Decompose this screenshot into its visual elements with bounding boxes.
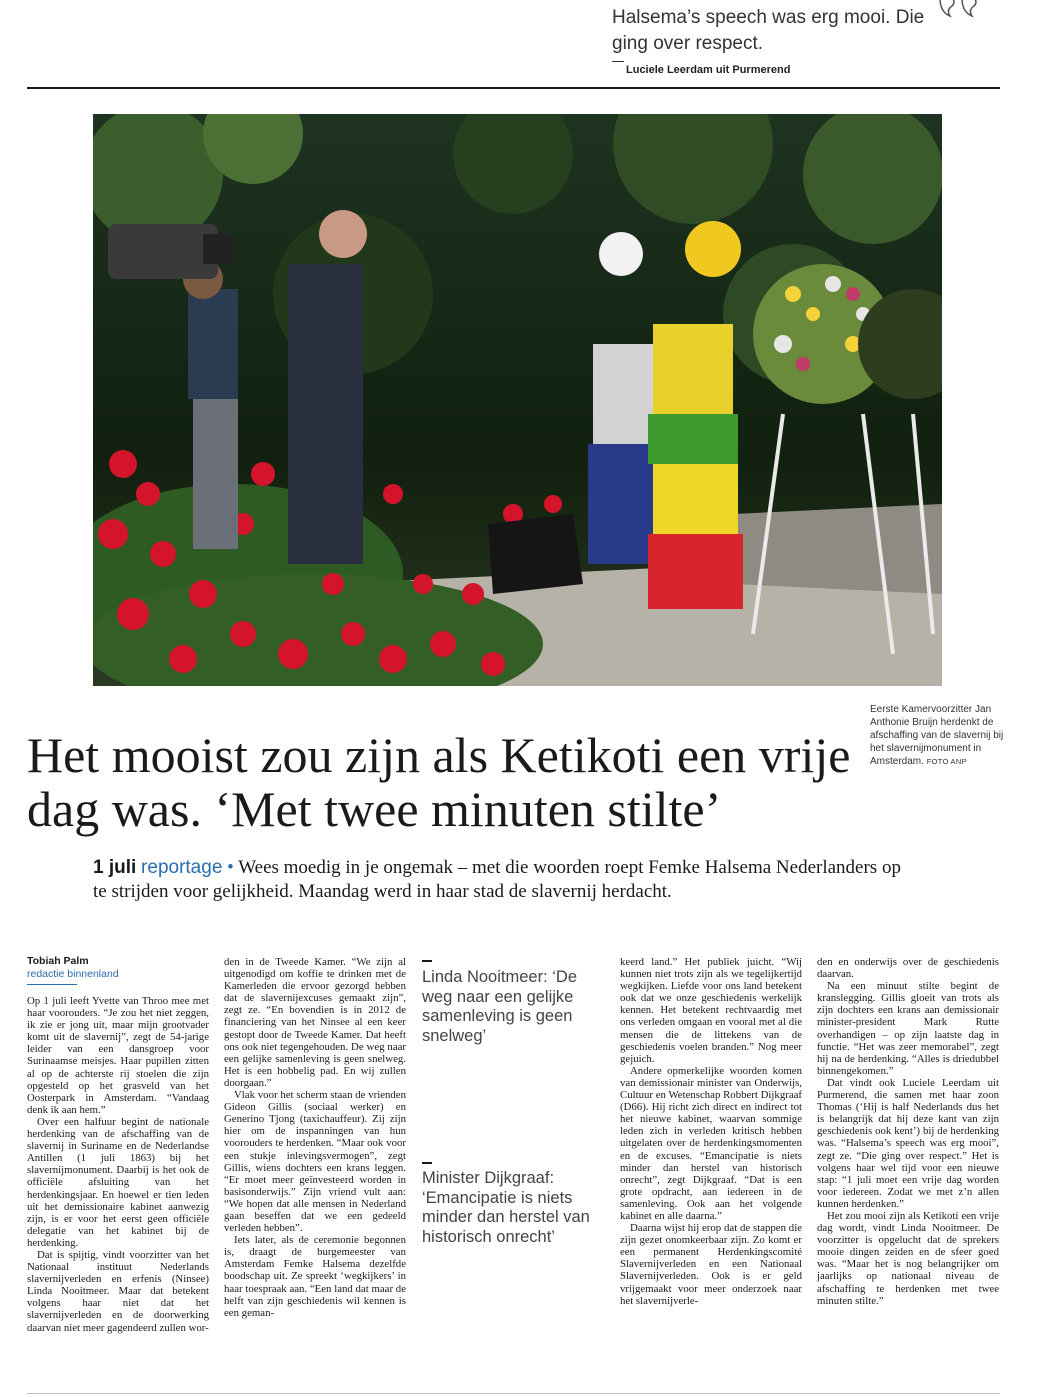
paragraph: keerd land.” Het publiek juicht. “Wij kunnen niet trots zijn als we tegelijkertijd wegkijken. Liefde voor ons land betekent ook dat we onze geschiedenis werkelijk kennen. Het betekent rechtvaardig met ons verleden omgaan en vooral met al die mensen die de littekens van de geschiedenis voelen branden.” Nog meer gejuich. bbox=[620, 956, 802, 1065]
top-pull-quote: Halsema’s speech was erg mooi. Die ging over respect. bbox=[612, 7, 925, 54]
article-column-5 bbox=[817, 956, 999, 1307]
paragraph: Over een halfuur begint de nationale herdenking van de afschaffing van de slavernij in Suriname en de Nederlandse Antillen (1 juli 1863) bij het slavernijmonument. Daarbij is het ook de officiële afsluiting van het herdenkingsjaar. En hoewel er tien leden uit het demissionaire kabinet aanwezig zijn, is er voor het eerst geen officiële delegatie van het kabinet bij de herdenking. bbox=[27, 1115, 209, 1249]
byline-author: Tobiah Palm bbox=[27, 955, 89, 967]
photo-caption bbox=[870, 703, 1005, 768]
paragraph: Dat vindt ook Luciele Leerdam uit Purmerend, die samen met haar zoon Thomas (‘Hij is half Nederlands dus het is belangrijk dat hij deze kant van zijn geschiedenis ook kent’) bij de herdenking was. “Halsema’s speech was erg mooi”, zegt ze. “Die ging over respect.” Het is volgens haar wel tijd voor een nieuwe stap: “1 juli moet een vrije dag worden voor iedereen. Zodat we met z’n allen kunnen herdenken.” bbox=[817, 1076, 999, 1210]
intro-lead bbox=[93, 856, 913, 904]
paragraph: den en onderwijs over de geschiedenis daarvan. bbox=[817, 956, 999, 981]
paragraph: den in de Tweede Kamer. “We zijn al uitgenodigd om koffie te drinken met de Kamerleden die ervoor gezorgd hebben dat de slavernijexcuses gemaakt zijn”, zegt ze. “En bovendien is in 2012 de financiering van het Ninsee al een keer gestopt door de Tweede Kamer. Dat heeft ons ook niet tegengehouden. De weg naar een gelijke samenleving is geen snelweg. Het is een hobbelig pad. En wij zullen doorgaan.” bbox=[224, 956, 406, 1089]
byline-desk: redactie binnenland bbox=[27, 968, 119, 980]
paragraph: Daarna wijst hij erop dat de stappen die zijn gezet onomkeerbaar zijn. Zo komt er een permanent Herdenkingscomité Slavernijverleden en een Nationaal Slavernijverleden. Ook is er geld vrijgemaakt voor meer onderzoek naar het slavernijverle- bbox=[620, 1222, 802, 1307]
byline-divider bbox=[27, 984, 77, 985]
intro-date: 1 juli bbox=[93, 857, 137, 878]
caption-text: Eerste Kamervoorzitter Jan Anthonie Bruijn herdenkt de afschaffing van de slavernij bij het slavernijmonument in Amsterdam. bbox=[870, 704, 1004, 767]
photo-wreath-ceremony bbox=[93, 114, 942, 686]
paragraph: Dat is spijtig, vindt voorzitter van het Nationaal instituut Nederlands slavernijverleden en erfenis (Ninsee) Linda Nooitmeer. Maar dat betekent volgens haar niet dat het slavernijverleden en de doorwerking daarvan niet meer gagendeerd zullen wor- bbox=[27, 1248, 209, 1334]
intro-kicker: reportage bbox=[141, 857, 223, 878]
bottom-rule bbox=[27, 1393, 1000, 1394]
headline: Het mooist zou zijn als Ketikoti een vrije dag was. ‘Met twee minuten stilte’ bbox=[27, 727, 851, 837]
pull-quote-rule bbox=[422, 960, 432, 962]
article-column-2 bbox=[224, 956, 406, 1319]
intro-bullet: • bbox=[227, 857, 234, 878]
top-quote-divider bbox=[612, 61, 624, 62]
pull-quote-rule bbox=[422, 1162, 432, 1164]
paragraph: Vlak voor het scherm staan de vrienden Gideon Gillis (sociaal werker) en Generino Tjong (taxichauffeur). Zij zijn hier om de inspanningen van hun voorouders te herdenken. “Maar ook voor een stukje inlevingsvermogen”, zegt Gillis, wiens dochters een krans leggen. “Er moet meer geïnvesteerd worden in basisonderwijs.” Zijn vriend vult aan: “We hopen dat alle mensen in Nederland gaan beseffen dat we een gedeeld verleden hebben”. bbox=[224, 1089, 406, 1235]
article-column-1 bbox=[27, 995, 209, 1334]
paragraph: Iets later, als de ceremonie begonnen is, draagt de burgemeester van Amsterdam Femke Halsema dezelfde boodschap uit. Ze spreekt ‘wegkijkers’ in haar toespraak aan. “Een land dat maar de helft van zijn geschiedenis wil kennen is een geman- bbox=[224, 1234, 406, 1319]
closing-quote-icon bbox=[936, 0, 984, 24]
photo-credit: FOTO ANP bbox=[926, 757, 967, 766]
intro-text: Wees moedig in je ongemak – met die woorden roept Femke Halsema Nederlanders op te strijden voor gelijkheid. Maandag werd in haar stad de slavernij herdacht. bbox=[93, 857, 901, 902]
paragraph: Op 1 juli leeft Yvette van Throo mee met haar voorouders. “Je zou het niet zeggen, ik zie er jong uit, maar mijn grootvader komt uit de slavernij”, zegt de 54-jarige leider van een dansgroep voor Surinaamse meisjes. Haar pupillen zitten al op de achterste rij stoelen die zijn opgesteld op het grasveld van het Oosterpark in Amsterdam. “Vandaag denk ik aan hem.” bbox=[27, 995, 209, 1116]
section-rule bbox=[27, 87, 1000, 89]
article-column-4 bbox=[620, 956, 802, 1307]
pull-quote-1: Linda Nooitmeer: ‘De weg naar een gelijke samenleving is geen snelweg’ bbox=[422, 968, 577, 1045]
paragraph: Na een minuut stilte begint de kranslegging. Gillis gloeit van trots als zijn dochters een krans aan demissionair minister-president Mark Rutte overhandigen – op zijn laatste dag in functie. “Het was zeer memorabel”, zegt hij na de herdenking. “Alles is driedubbel binnengekomen.” bbox=[817, 980, 999, 1077]
pull-quote-2: Minister Dijkgraaf: ‘Emancipatie is niets minder dan herstel van historisch onrecht’ bbox=[422, 1169, 590, 1246]
paragraph: Andere opmerkelijke woorden komen van demissionair minister van Onderwijs, Cultuur en Wetenschap Robbert Dijkgraaf (D66). Hij richt zich direct en indirect tot het nieuwe kabinet, waarvan sommige leden zich in verleden kritisch hebben uitgelaten over de herdenkingsmomenten en de excuses. “Emancipatie is niets minder dan herstel van historisch onrecht”, zegt Dijkgraaf. “Dat is een grote opdracht, aan iedereen in de samenleving. Ook aan het volgende kabinet en alle daarna.” bbox=[620, 1064, 802, 1222]
paragraph: Het zou mooi zijn als Ketikoti een vrije dag wordt, vindt Linda Nooitmeer. De voorzitter is opgelucht dat de sprekers mooie dingen zeiden en de sfeer goed was. “Maar het is nog belangrijker om jaarlijks op nationaal niveau de afschaffing te herdenken met twee minuten stilte.” bbox=[817, 1209, 999, 1307]
top-quote-attribution: Luciele Leerdam uit Purmerend bbox=[626, 64, 791, 76]
